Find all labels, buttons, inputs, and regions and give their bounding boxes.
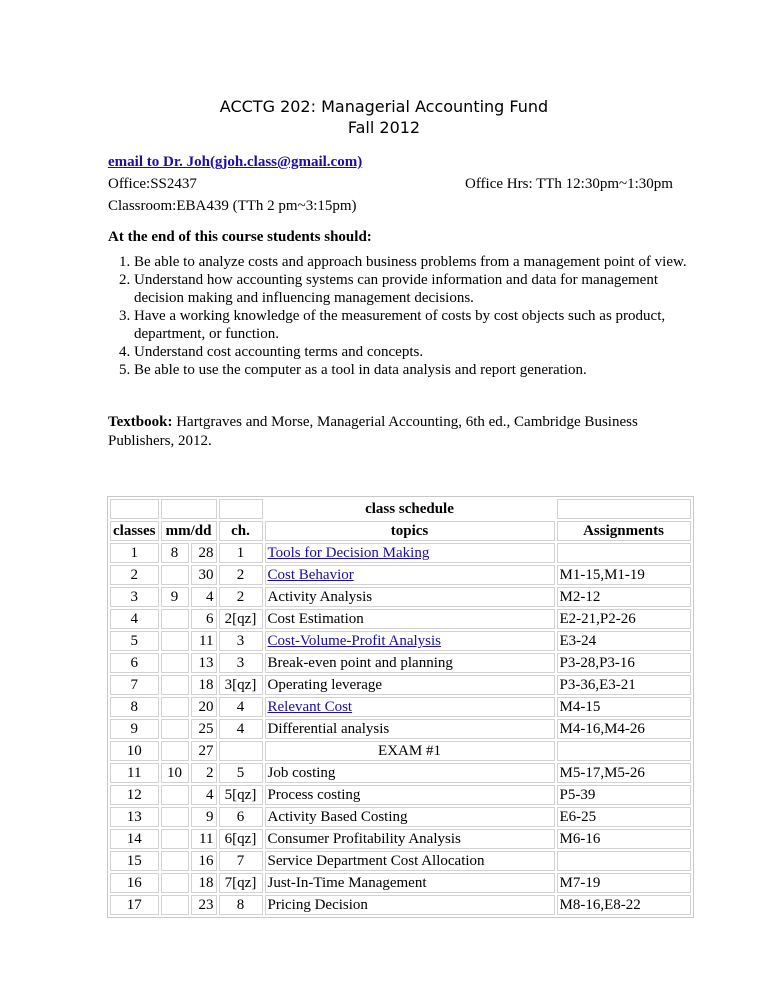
class-number: 7 xyxy=(110,675,159,695)
day: 20 xyxy=(191,697,217,717)
month xyxy=(161,895,189,915)
col-header-classes: classes xyxy=(110,521,159,541)
month xyxy=(161,873,189,893)
class-number: 12 xyxy=(110,785,159,805)
month xyxy=(161,653,189,673)
topic-text: Differential analysis xyxy=(267,721,390,737)
day: 13 xyxy=(191,653,217,673)
chapter: 5[qz] xyxy=(219,785,263,805)
assignment: P3-36,E3-21 xyxy=(557,675,691,695)
schedule-row xyxy=(110,851,691,871)
schedule-row xyxy=(110,895,691,915)
day: 2 xyxy=(191,763,217,783)
class-number: 14 xyxy=(110,829,159,849)
assignment: M8-16,E8-22 xyxy=(557,895,691,915)
assignment: M6-16 xyxy=(557,829,691,849)
chapter: 7 xyxy=(219,851,263,871)
topic-cell xyxy=(265,675,555,695)
topic-cell xyxy=(265,587,555,607)
chapter: 3[qz] xyxy=(219,675,263,695)
day: 23 xyxy=(191,895,217,915)
textbook-text: Hartgraves and Morse, Managerial Accounting, 6th ed., Cambridge Business Publishers, 2012. xyxy=(108,414,638,449)
exam-label: EXAM #1 xyxy=(265,741,555,761)
topic-cell xyxy=(265,565,555,585)
month xyxy=(161,697,189,717)
chapter: 8 xyxy=(219,895,263,915)
objectives-list xyxy=(108,253,694,379)
schedule-row xyxy=(110,697,691,717)
topic-link[interactable]: Cost Behavior xyxy=(267,567,354,583)
topic-text: Break-even point and planning xyxy=(267,655,453,671)
chapter: 3 xyxy=(219,631,263,651)
day: 28 xyxy=(191,543,217,563)
assignment xyxy=(557,851,691,871)
day: 6 xyxy=(191,609,217,629)
course-term: Fall 2012 xyxy=(347,118,421,137)
topic-link[interactable]: Relevant Cost xyxy=(267,699,353,715)
month xyxy=(161,675,189,695)
schedule-row xyxy=(110,675,691,695)
office-location: Office:SS2437 xyxy=(108,176,197,192)
schedule-row xyxy=(110,873,691,893)
assignment: M4-15 xyxy=(557,697,691,717)
day: 30 xyxy=(191,565,217,585)
chapter: 2 xyxy=(219,565,263,585)
month xyxy=(161,807,189,827)
day: 9 xyxy=(191,807,217,827)
assignment xyxy=(557,741,691,761)
topic-text: Job costing xyxy=(267,765,336,781)
assignment: M1-15,M1-19 xyxy=(557,565,691,585)
month xyxy=(161,719,189,739)
schedule-caption: class schedule xyxy=(365,501,454,517)
schedule-row xyxy=(110,609,691,629)
textbook-label: Textbook: xyxy=(108,414,173,430)
schedule-body xyxy=(110,499,691,915)
day: 18 xyxy=(191,873,217,893)
topic-cell xyxy=(265,697,555,717)
class-number: 15 xyxy=(110,851,159,871)
topic-cell xyxy=(265,873,555,893)
topic-cell xyxy=(265,719,555,739)
day: 4 xyxy=(191,587,217,607)
schedule-row xyxy=(110,763,691,783)
assignment xyxy=(557,543,691,563)
topic-text: Just-In-Time Management xyxy=(267,875,427,891)
day: 27 xyxy=(191,741,217,761)
day: 11 xyxy=(191,631,217,651)
class-number: 9 xyxy=(110,719,159,739)
topic-text: Process costing xyxy=(267,787,361,803)
col-header-assignments: Assignments xyxy=(557,521,691,541)
topic-cell xyxy=(265,763,555,783)
chapter: 5 xyxy=(219,763,263,783)
chapter: 6[qz] xyxy=(219,829,263,849)
class-number: 1 xyxy=(110,543,159,563)
chapter: 4 xyxy=(219,719,263,739)
class-number: 13 xyxy=(110,807,159,827)
day: 11 xyxy=(191,829,217,849)
day: 4 xyxy=(191,785,217,805)
topic-cell xyxy=(265,851,555,871)
schedule-row xyxy=(110,543,691,563)
objectives-heading: At the end of this course students should: xyxy=(108,229,372,245)
class-number: 16 xyxy=(110,873,159,893)
objective-item: 5. Be able to use the computer as a tool in data analysis and report generation. xyxy=(134,361,694,379)
assignment: M5-17,M5-26 xyxy=(557,763,691,783)
day: 16 xyxy=(191,851,217,871)
class-number: 5 xyxy=(110,631,159,651)
assignment: E2-21,P2-26 xyxy=(557,609,691,629)
class-number: 3 xyxy=(110,587,159,607)
office-hours: Office Hrs: TTh 12:30pm~1:30pm xyxy=(465,176,673,192)
topic-text: Service Department Cost Allocation xyxy=(267,853,485,869)
month xyxy=(161,851,189,871)
email-link[interactable]: email to Dr. Joh(gjoh.class@gmail.com) xyxy=(108,154,363,170)
assignment: P3-28,P3-16 xyxy=(557,653,691,673)
chapter: 2 xyxy=(219,587,263,607)
schedule-row xyxy=(110,719,691,739)
class-number: 8 xyxy=(110,697,159,717)
day: 18 xyxy=(191,675,217,695)
objective-item: 2. Understand how accounting systems can provide information and data for management decision making and influencing management decisions. xyxy=(134,271,694,307)
course-title: ACCTG 202: Managerial Accounting Fund xyxy=(219,97,549,116)
topic-cell xyxy=(265,895,555,915)
col-header-date: mm/dd xyxy=(161,521,217,541)
assignment: M2-12 xyxy=(557,587,691,607)
class-number: 6 xyxy=(110,653,159,673)
col-header-chapter: ch. xyxy=(219,521,263,541)
topic-text: Pricing Decision xyxy=(267,897,368,913)
topic-text: Activity Analysis xyxy=(267,589,373,605)
assignment: M7-19 xyxy=(557,873,691,893)
class-number: 2 xyxy=(110,565,159,585)
schedule-row xyxy=(110,631,691,651)
month xyxy=(161,565,189,585)
topic-text: Operating leverage xyxy=(267,677,383,693)
month xyxy=(161,829,189,849)
schedule-row xyxy=(110,565,691,585)
schedule-row xyxy=(110,785,691,805)
month xyxy=(161,785,189,805)
topic-cell xyxy=(265,543,555,563)
month: 9 xyxy=(161,587,189,607)
schedule-row xyxy=(110,807,691,827)
topic-cell xyxy=(265,829,555,849)
topic-cell xyxy=(265,609,555,629)
topic-link[interactable]: Tools for Decision Making xyxy=(267,545,430,561)
chapter: 6 xyxy=(219,807,263,827)
class-schedule-table xyxy=(107,496,694,918)
chapter: 7[qz] xyxy=(219,873,263,893)
schedule-row xyxy=(110,829,691,849)
month: 8 xyxy=(161,543,189,563)
class-number: 11 xyxy=(110,763,159,783)
chapter: 3 xyxy=(219,653,263,673)
day: 25 xyxy=(191,719,217,739)
topic-cell xyxy=(265,807,555,827)
assignment: E6-25 xyxy=(557,807,691,827)
topic-cell xyxy=(265,653,555,673)
objective-item: 4. Understand cost accounting terms and concepts. xyxy=(134,343,694,361)
topic-link[interactable]: Cost-Volume-Profit Analysis xyxy=(267,633,441,649)
chapter: 2[qz] xyxy=(219,609,263,629)
month xyxy=(161,741,189,761)
assignment: P5-39 xyxy=(557,785,691,805)
schedule-row xyxy=(110,653,691,673)
objective-item: 3. Have a working knowledge of the measurement of costs by cost objects such as product, department, or function. xyxy=(134,307,694,343)
topic-cell xyxy=(265,785,555,805)
topic-cell xyxy=(265,631,555,651)
month xyxy=(161,609,189,629)
chapter: 1 xyxy=(219,543,263,563)
month xyxy=(161,631,189,651)
class-number: 10 xyxy=(110,741,159,761)
col-header-topics: topics xyxy=(265,521,555,541)
textbook-info xyxy=(108,413,648,451)
classroom-info: Classroom:EBA439 (TTh 2 pm~3:15pm) xyxy=(108,198,357,214)
class-number: 4 xyxy=(110,609,159,629)
topic-text: Cost Estimation xyxy=(267,611,364,627)
assignment: E3-24 xyxy=(557,631,691,651)
objective-item: 1. Be able to analyze costs and approach business problems from a management point of view. xyxy=(134,253,694,271)
schedule-row xyxy=(110,587,691,607)
topic-text: Consumer Profitability Analysis xyxy=(267,831,461,847)
chapter: 4 xyxy=(219,697,263,717)
chapter xyxy=(219,741,263,761)
class-number: 17 xyxy=(110,895,159,915)
month: 10 xyxy=(161,763,189,783)
assignment: M4-16,M4-26 xyxy=(557,719,691,739)
topic-text: Activity Based Costing xyxy=(267,809,408,825)
schedule-row xyxy=(110,741,691,761)
